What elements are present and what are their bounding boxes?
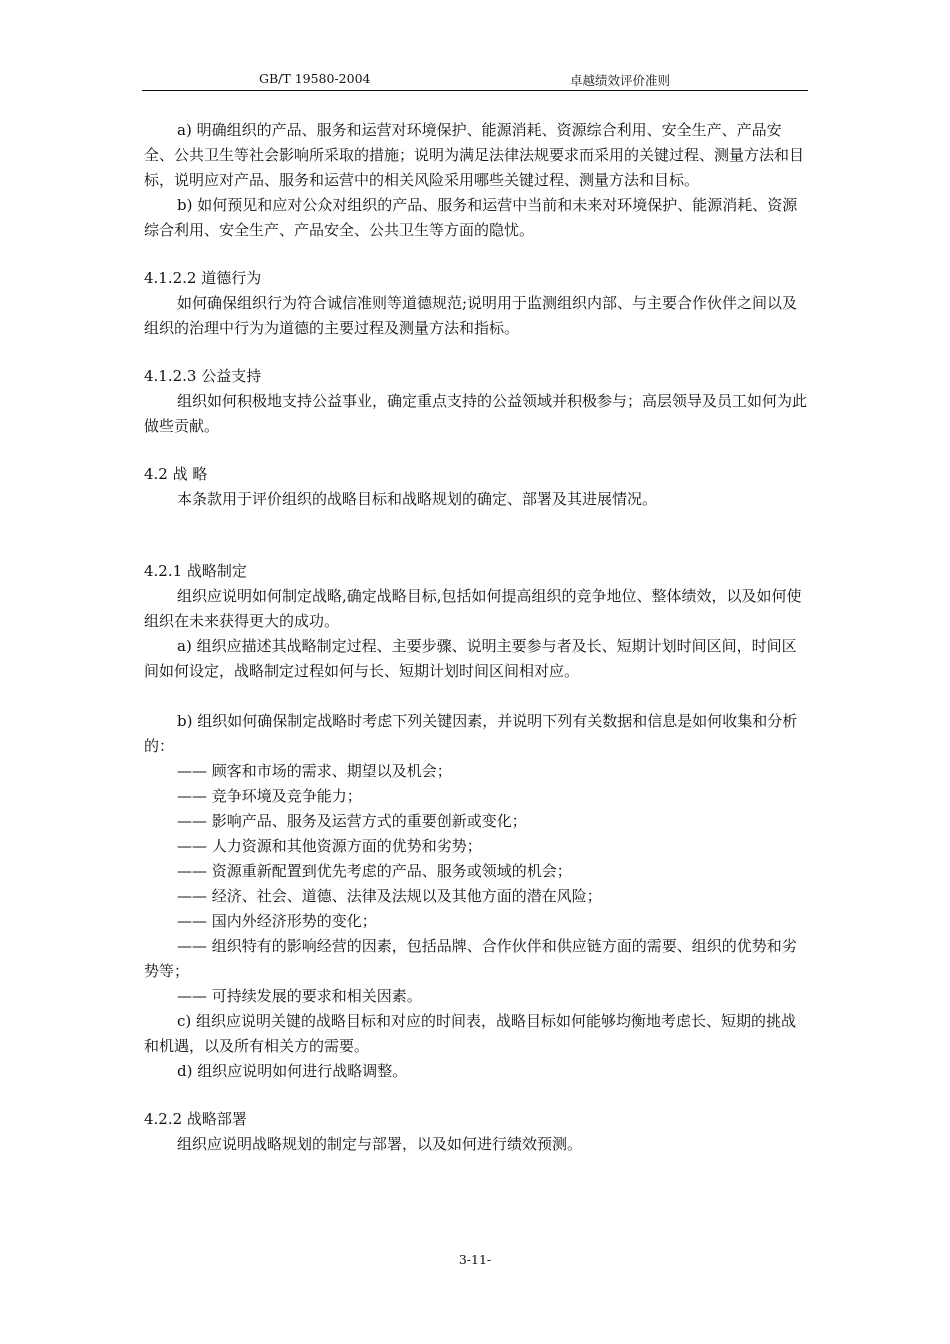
section-heading-4123: 4.1.2.3 公益支持 [144,367,262,385]
paragraph-a-measures: a) 明确组织的产品、服务和运营对环境保护、能源消耗、资源综合利用、安全生产、产品安全、公共卫生等社会影响所采取的措施；说明为满足法律法规要求而采用的关键过程、测量方法和目标，说明应对产品、服务和运营中的相关风险采用哪些关键过程、测量方法和目标。 [144,121,805,189]
section-heading-422: 4.2.2 战略部署 [144,1110,247,1128]
standard-number: GB/T 19580-2004 [259,71,371,86]
list-item: —— 竞争环境及竞争能力； [177,787,362,805]
section-heading-4122: 4.1.2.2 道德行为 [144,269,262,287]
page-header [142,70,808,91]
paragraph-b-public-concerns: b) 如何预见和应对公众对组织的产品、服务和运营中当前和未来对环境保护、能源消耗、资源综合利用、安全生产、产品安全、公共卫生等方面的隐忧。 [144,196,798,239]
section-heading-42: 4.2 战 略 [144,465,208,483]
paragraph-public-support: 组织如何积极地支持公益事业，确定重点支持的公益领域并积极参与；高层领导及员工如何为此做些贡献。 [144,392,808,435]
paragraph-strategy-formulation: 组织应说明如何制定战略,确定战略目标,包括如何提高组织的竞争地位、整体绩效，以及如何使组织在未来获得更大的成功。 [144,587,802,630]
page-body [144,118,808,1157]
paragraph-deployment: 组织应说明战略规划的制定与部署，以及如何进行绩效预测。 [177,1135,583,1153]
document-title: 卓越绩效评价准则 [570,73,671,88]
list-item: —— 组织特有的影响经营的因素，包括品牌、合作伙伴和供应链方面的需要、组织的优势和劣势等； [144,937,797,980]
list-item: —— 可持续发展的要求和相关因素。 [177,987,422,1005]
list-item: —— 国内外经济形势的变化； [177,912,377,930]
paragraph-c-objectives: c) 组织应说明关键的战略目标和对应的时间表，战略目标如何能够均衡地考虑长、短期的挑战和机遇，以及所有相关方的需要。 [144,1012,797,1055]
paragraph-a-process: a) 组织应描述其战略制定过程、主要步骤、说明主要参与者及长、短期计划时间区间，时间区间如何设定，战略制定过程如何与长、短期计划时间区间相对应。 [144,637,797,680]
list-item: —— 影响产品、服务及运营方式的重要创新或变化； [177,812,527,830]
paragraph-d-adjustment: d) 组织应说明如何进行战略调整。 [177,1062,408,1080]
section-heading-421: 4.2.1 战略制定 [144,562,247,580]
list-item: —— 经济、社会、道德、法律及法规以及其他方面的潜在风险； [177,887,602,905]
paragraph-b-factors: b) 组织如何确保制定战略时考虑下列关键因素，并说明下列有关数据和信息是如何收集和分析的： [144,712,798,755]
list-item: —— 人力资源和其他资源方面的优势和劣势； [177,837,482,855]
paragraph-strategy-intro: 本条款用于评价组织的战略目标和战略规划的确定、部署及其进展情况。 [177,490,658,508]
list-item: —— 资源重新配置到优先考虑的产品、服务或领域的机会； [177,862,572,880]
list-item: —— 顾客和市场的需求、期望以及机会； [177,762,452,780]
page-number: 3-11- [458,1252,492,1267]
paragraph-ethics: 如何确保组织行为符合诚信准则等道德规范;说明用于监测组织内部、与主要合作伙伴之间以及组织的治理中行为为道德的主要过程及测量方法和指标。 [144,294,798,337]
